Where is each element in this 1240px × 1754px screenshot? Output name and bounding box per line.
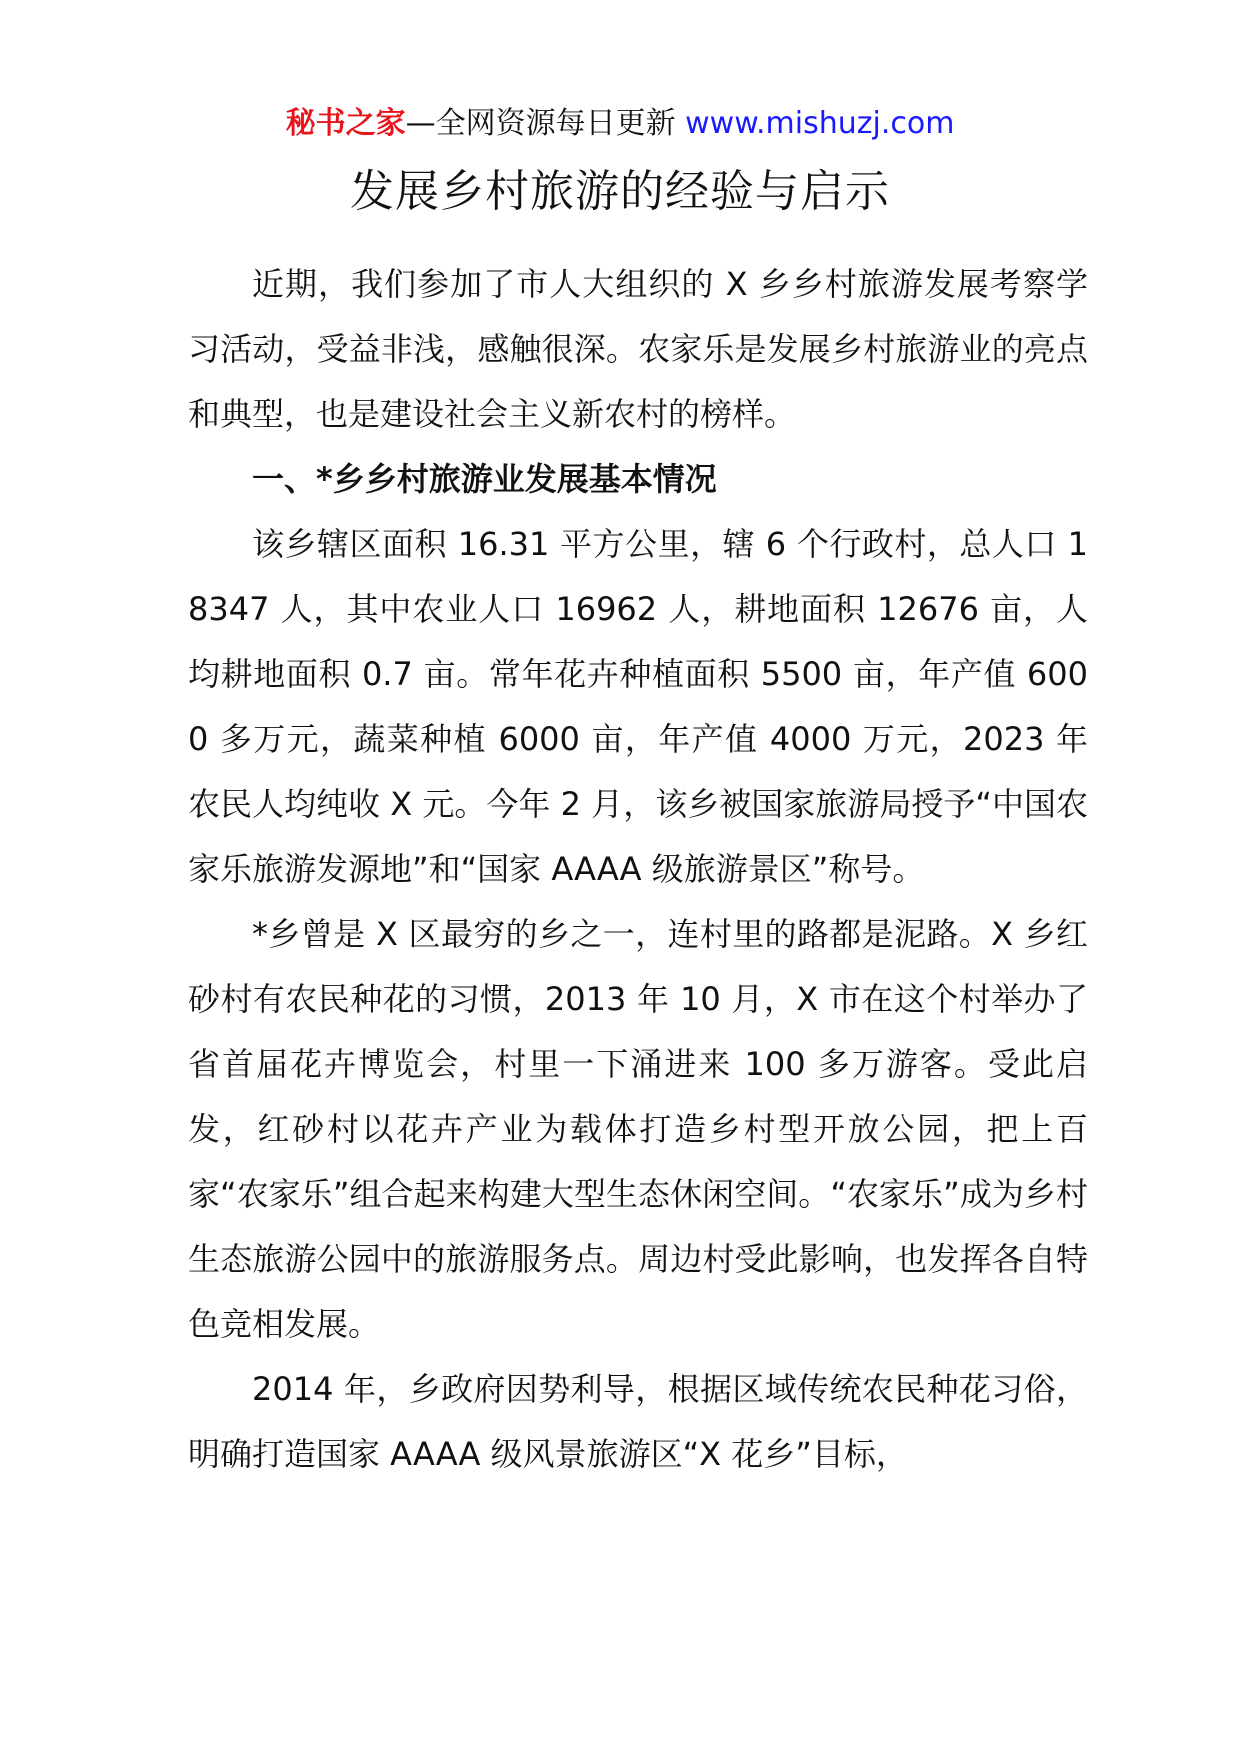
site-header	[0, 102, 1240, 146]
paragraph-2014: 2014 年，乡政府因势利导，根据区域传统农民种花习俗，明确打造国家 AAAA 级风景旅游区“X 花乡”目标，	[188, 1370, 1088, 1473]
paragraph-basic-info: 该乡辖区面积 16.31 平方公里，辖 6 个行政村，总人口 18347 人，其中农业人口 16962 人，耕地面积 12676 亩，人均耕地面积 0.7 亩。常年花卉种植面积 5500 亩，年产值 6000 多万元，蔬菜种植 6000 亩，年产值 4000 万元，2023 年农民人均纯收 X 元。今年 2 月，该乡被国家旅游局授予“中国农家乐旅游发源地”和“国家 AAAA 级旅游景区”称号。	[188, 525, 1088, 888]
section-heading: 一、*乡乡村旅游业发展基本情况	[252, 460, 717, 498]
paragraph-history: *乡曾是 X 区最穷的乡之一，连村里的路都是泥路。X 乡红砂村有农民种花的习惯，2013 年 10 月，X 市在这个村举办了省首届花卉博览会，村里一下涌进来 100 多万游客。受此启发，红砂村以花卉产业为载体打造乡村型开放公园，把上百家“农家乐”组合起来构建大型生态休闲空间。“农家乐”成为乡村生态旅游公园中的旅游服务点。周边村受此影响，也发挥各自特色竞相发展。	[188, 915, 1088, 1343]
header-tagline: —全网资源每日更新	[405, 106, 676, 141]
brand-name: 秘书之家	[285, 106, 406, 141]
document-title: 发展乡村旅游的经验与启示	[350, 166, 890, 217]
site-url-link[interactable]: www.mishuzj.com	[685, 106, 955, 141]
document-body	[188, 252, 1088, 1487]
paragraph-intro: 近期，我们参加了市人大组织的 X 乡乡村旅游发展考察学习活动，受益非浅，感触很深。农家乐是发展乡村旅游业的亮点和典型，也是建设社会主义新农村的榜样。	[188, 265, 1088, 433]
